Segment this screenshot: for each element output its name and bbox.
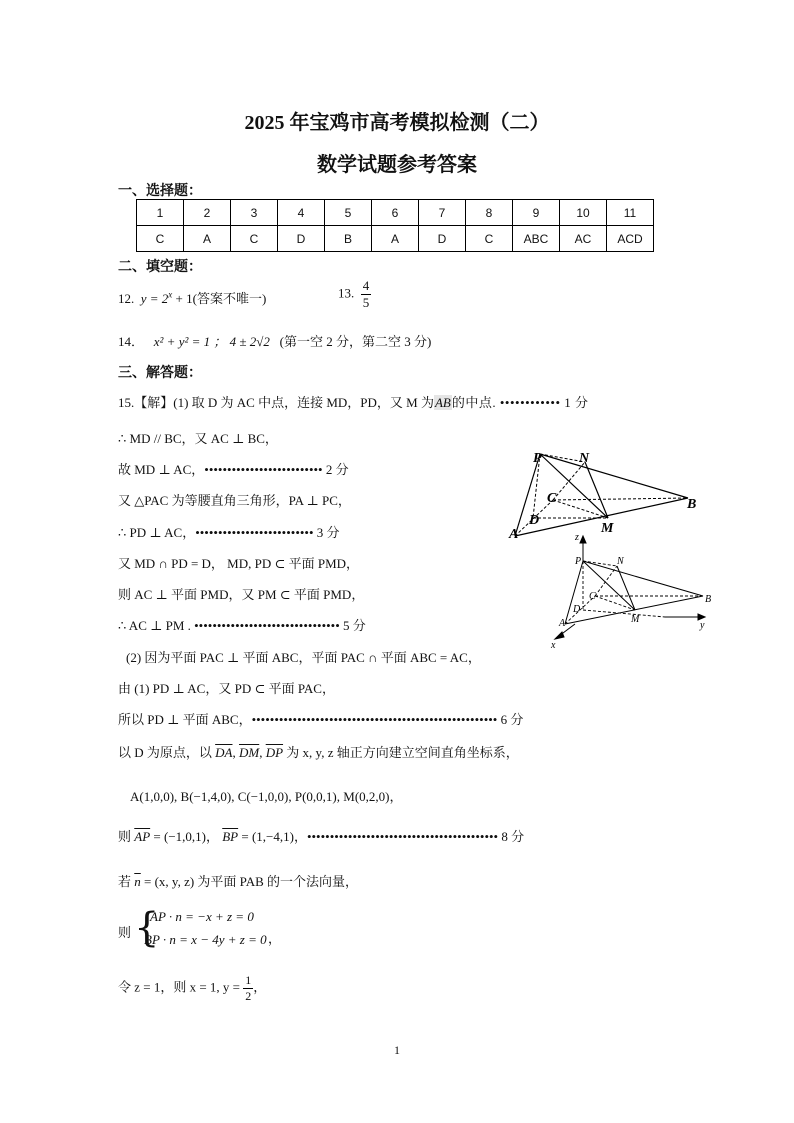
vector-bp: $\overline{BP}$ xyxy=(222,829,239,844)
figure2-label-n: N xyxy=(617,556,624,567)
edge2-cn xyxy=(595,566,617,596)
proof-line-13: A(1,0,0), B(−1,4,0), C(−1,0,0), P(0,0,1), M(0,2,0)， xyxy=(130,789,403,804)
table-row-numbers xyxy=(137,200,654,226)
q13-denominator: 5 xyxy=(362,295,370,310)
proof-line-2: ∴ MD // BC，又 AC ⊥ BC， xyxy=(118,431,278,446)
table-cell-number: 7 xyxy=(419,200,466,226)
table-cell-answer: C xyxy=(137,226,184,252)
q13-fraction xyxy=(361,278,372,311)
proof-line-4: 又 △PAC 为等腰直角三角形，PA ⊥ PC， xyxy=(118,493,351,508)
edge-cm xyxy=(553,500,608,518)
edge2-cm xyxy=(595,596,635,610)
edge2-nm xyxy=(617,566,635,610)
vector-ap: $\overline{AP}$ xyxy=(134,829,151,844)
page-number: 1 xyxy=(394,1043,400,1057)
table-row-answers xyxy=(137,226,654,252)
table-cell-number: 6 xyxy=(372,200,419,226)
table-cell-number: 10 xyxy=(560,200,607,226)
q13-numerator: 4 xyxy=(362,278,370,293)
vector-dm: $\overline{DM}$ xyxy=(238,745,260,760)
table-cell-number: 11 xyxy=(607,200,654,226)
section-fill-heading: 二、填空题： xyxy=(118,260,202,275)
proof-line-9: (2) 因为平面 PAC ⊥ 平面 ABC，平面 PAC ∩ 平面 ABC = AC， xyxy=(126,650,481,665)
proof-line-6: 又 MD ∩ PD = D， MD, PD ⊂ 平面 PMD， xyxy=(118,556,360,571)
figure1-label-n: N xyxy=(579,451,590,466)
table-cell-answer: ACD xyxy=(607,226,654,252)
proof-line-7: 则 AC ⊥ 平面 PMD，又 PM ⊂ 平面 PMD， xyxy=(118,587,365,602)
proof-line-17 xyxy=(118,973,266,1004)
table-cell-number: 5 xyxy=(325,200,372,226)
section-solve-heading: 三、解答题： xyxy=(118,366,202,381)
line15-suffix: = (x, y, z) 为平面 PAB 的一个法向量， xyxy=(140,874,359,889)
axis-z-arrow xyxy=(580,536,586,543)
table-cell-answer: A xyxy=(184,226,231,252)
proof-line-11: 所以 PD ⊥ 平面 ABC，•••••••••••••••••••••••••••••••••••••••••••••••••••••• 6 分 xyxy=(118,712,524,727)
line14-suffix: = (1,−4,1)，•••••••••••••••••••••••••••••••••••••••••• 8 分 xyxy=(238,829,525,844)
table-cell-number: 2 xyxy=(184,200,231,226)
q14-note: (第一空 2 分，第二空 3 分) xyxy=(279,334,432,349)
figure1-label-c: C xyxy=(547,491,557,506)
q12-tail: + 1(答案不唯一) xyxy=(172,291,267,306)
figure1-label-b: B xyxy=(687,497,697,512)
edge2-dm xyxy=(583,610,665,617)
figure2-label-z: z xyxy=(575,532,579,543)
figure2-label-b: B xyxy=(705,594,712,605)
line17-den: 2 xyxy=(245,989,252,1003)
line17-end: ， xyxy=(253,979,267,995)
proof-line-16-then: 则 xyxy=(118,925,132,940)
proof-line-1 xyxy=(118,392,589,411)
line14-prefix: 则 xyxy=(118,829,135,844)
system-eq-2: BP · n = x − 4y + z = 0 xyxy=(144,932,267,947)
vector-dp: $\overline{DP}$ xyxy=(265,745,284,760)
table-cell-answer: B xyxy=(325,226,372,252)
line12-suffix: 为 x, y, z 轴正方向建立空间直角坐标系， xyxy=(283,745,519,760)
line17-prefix: 令 z = 1，则 x = 1, y = xyxy=(118,979,244,995)
system-eq-1: AP · n = −x + z = 0 xyxy=(150,909,254,924)
system-end: ， xyxy=(268,931,282,946)
page-title: 2025 年宝鸡市高考模拟检测（二） xyxy=(244,112,550,134)
fill-q14 xyxy=(118,331,431,350)
axis-x-arrow xyxy=(555,632,564,639)
proof-line-5: ∴ PD ⊥ AC，•••••••••••••••••••••••••• 3 分 xyxy=(118,525,340,540)
edge-cb xyxy=(553,498,688,500)
edge-pb xyxy=(540,454,688,498)
table-cell-answer: A xyxy=(372,226,419,252)
fill-q12 xyxy=(118,288,266,307)
figure2-label-m: M xyxy=(631,614,640,625)
vector-da: $\overline{DA}$ xyxy=(215,745,233,760)
table-cell-answer: ABC xyxy=(513,226,560,252)
table-cell-number: 1 xyxy=(137,200,184,226)
figure2-label-c: C xyxy=(589,591,596,602)
table-cell-answer: D xyxy=(278,226,325,252)
q13-label: 13. xyxy=(338,285,355,301)
line17-fraction xyxy=(243,973,253,1004)
vector-n: $\overline{n}$ xyxy=(134,874,141,889)
proof-line-1-text: 15.【解】(1) 取 D 为 AC 中点，连接 MD，PD，又 M 为 xyxy=(118,395,434,410)
figure2-label-a: A xyxy=(559,618,566,629)
choice-answer-table xyxy=(136,199,654,252)
highlighted-ab: AB xyxy=(434,395,451,410)
figure1-label-p: P xyxy=(533,451,542,466)
system-brace: { xyxy=(134,905,160,951)
proof-line-12: 以 D 为原点，以 $\overline{DA}$, $\overline{DM}$, $\overline{DP}$ 为 x, y, z 轴正方向建立空间直角坐标系， xyxy=(118,745,519,760)
figure2-label-x: x xyxy=(551,640,556,650)
figure1-label-a: A xyxy=(509,527,519,542)
proof-line-15 xyxy=(118,871,358,890)
proof-line-10: 由 (1) PD ⊥ AC，又 PD ⊂ 平面 PAC， xyxy=(118,681,335,696)
figure2-label-p: P xyxy=(575,556,582,567)
line17-num: 1 xyxy=(245,973,252,987)
proof-line-1-tail: 的中点. •••••••••••• 1 分 xyxy=(451,395,589,410)
figure-pyramid-coordinates xyxy=(545,528,720,650)
q12-expr: y = 2 xyxy=(140,291,169,306)
line12-prefix: 以 D 为原点，以 xyxy=(118,745,216,760)
table-cell-number: 4 xyxy=(278,200,325,226)
q14-label: 14． xyxy=(118,334,145,349)
q12-sup: x xyxy=(168,289,173,300)
figure2-label-d: D xyxy=(573,604,581,615)
q14-expr: x² + y² = 1 ； 4 ± 2√2 xyxy=(153,334,270,349)
section-choice-heading: 一、选择题： xyxy=(118,184,202,199)
table-cell-answer: C xyxy=(466,226,513,252)
page-subtitle: 数学试题参考答案 xyxy=(317,154,477,176)
table-cell-answer: AC xyxy=(560,226,607,252)
figure2-label-y: y xyxy=(700,620,705,631)
table-cell-answer: C xyxy=(231,226,278,252)
figure1-label-d: D xyxy=(529,513,540,528)
fill-q13 xyxy=(338,278,371,311)
line14-mid: = (−1,0,1)， xyxy=(150,829,223,844)
table-cell-number: 9 xyxy=(513,200,560,226)
proof-line-8: ∴ AC ⊥ PM . •••••••••••••••••••••••••••••••• 5 分 xyxy=(118,618,366,633)
q12-label: 12. xyxy=(118,291,135,306)
proof-line-14 xyxy=(118,826,524,845)
line15-prefix: 若 xyxy=(118,874,135,889)
proof-line-3: 故 MD ⊥ AC，•••••••••••••••••••••••••• 2 分 xyxy=(118,462,349,477)
table-cell-number: 8 xyxy=(466,200,513,226)
table-cell-answer: D xyxy=(419,226,466,252)
figure1-label-m: M xyxy=(601,521,614,536)
table-cell-number: 3 xyxy=(231,200,278,226)
